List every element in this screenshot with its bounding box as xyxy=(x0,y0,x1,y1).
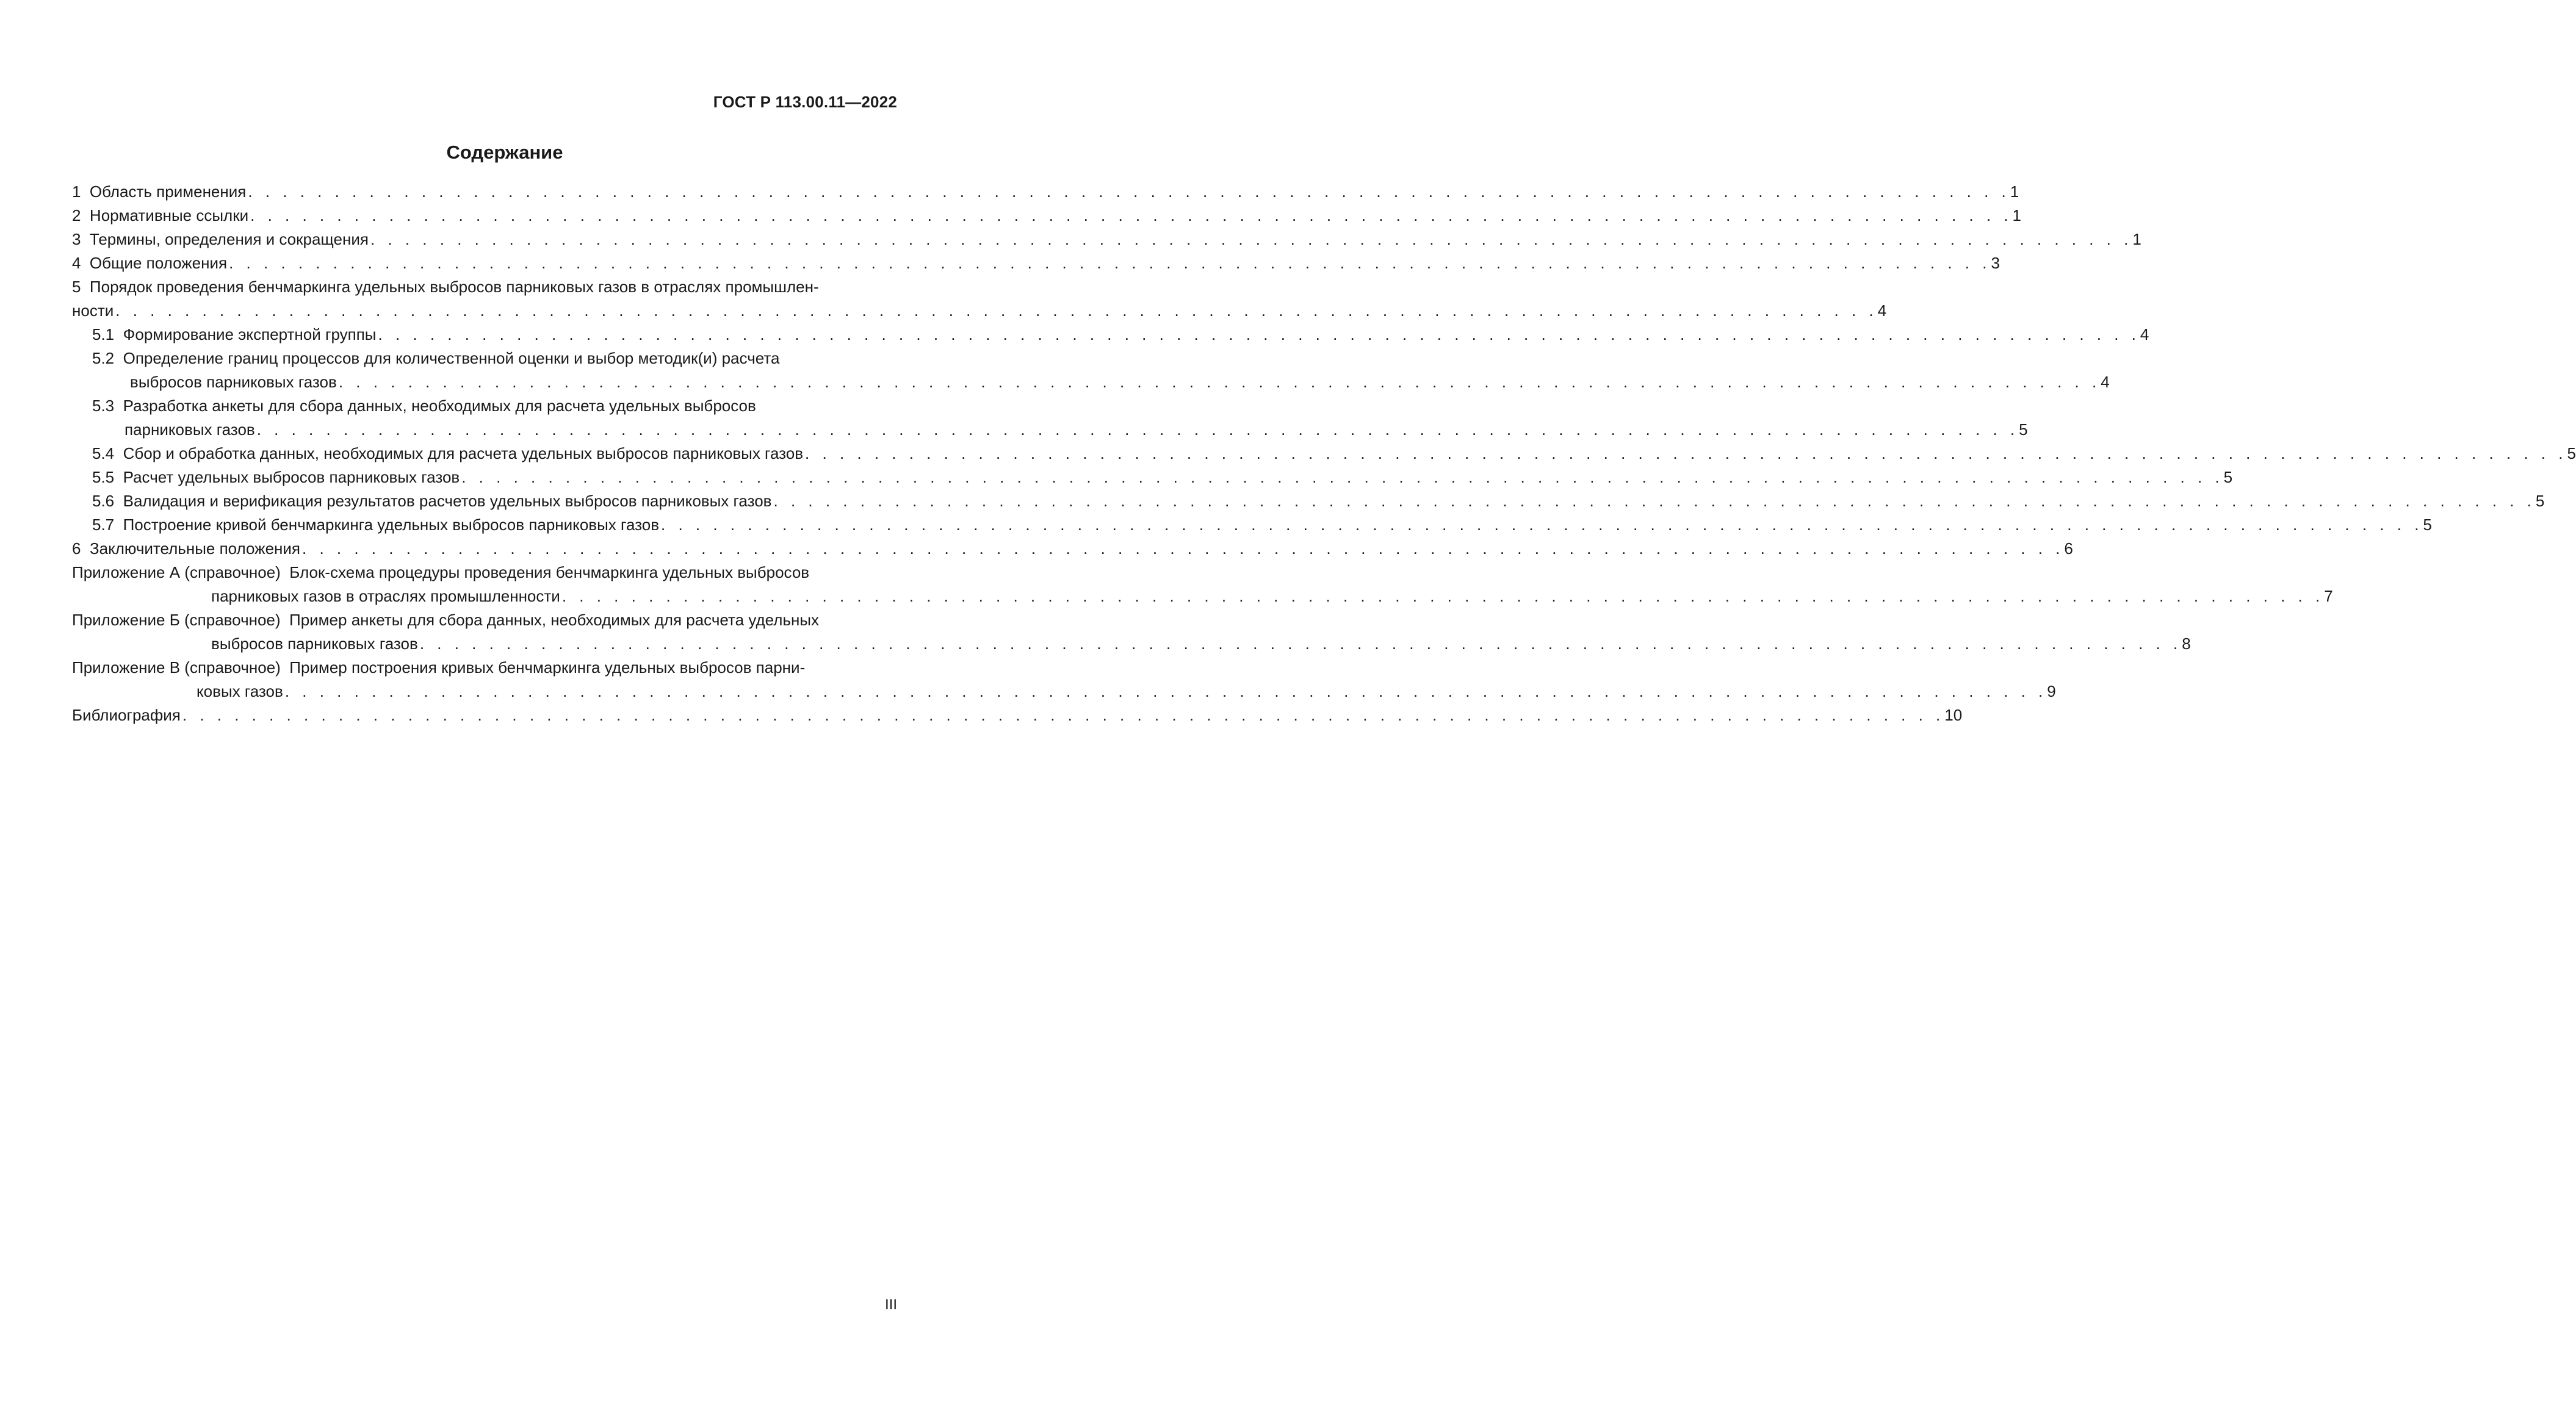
leader-dots: . . . . . . . . . . . . . . . . . . . . . . . . . . . . . . . . . . . . . . . . . . . . . . . . . . . . . . . . . . . . . . . . . . . . . . . . . . . . . . . . . . . . . . . . . . . . . . . . . . . . . . xyxy=(284,682,2047,700)
toc-bibliography[interactable] xyxy=(72,703,1963,727)
toc-entry-number: 5 xyxy=(72,278,81,296)
toc-entry-number: 6 xyxy=(72,539,81,558)
toc-page-number: 5 xyxy=(2019,420,2028,439)
toc-entry-5-4[interactable] xyxy=(92,442,2576,465)
toc-entry-3[interactable] xyxy=(72,228,2141,251)
toc-entry-6[interactable] xyxy=(72,537,2073,561)
toc-entry-title: Заключительные положения xyxy=(89,539,300,558)
toc-entry-5-line1[interactable] xyxy=(72,275,896,299)
toc-entry-5-2-line2[interactable] xyxy=(130,370,2110,394)
leader-dots: . . . . . . . . . . . . . . . . . . . . . . . . . . . . . . . . . . . . . . . . . . . . . . . . . . . . . . . . . . . . . . . . . . . . . . . . . . . . . . . . . . . . . . . . . . . . . . . . . . . . . . xyxy=(370,230,2133,248)
toc-entry-1[interactable] xyxy=(72,180,2019,204)
toc-entry-5-5[interactable] xyxy=(92,465,2233,489)
leader-dots: . . . . . . . . . . . . . . . . . . . . . . . . . . . . . . . . . . . . . . . . . . . . . . . . . . . . . . . . . . . . . . . . . . . . . . . . . . . . . . . . . . . . . . . . . . . . . . . . . . . . . . xyxy=(182,706,1945,724)
toc-entry-title-continued: выбросов парниковых газов xyxy=(130,373,337,391)
toc-entry-number: 5.6 xyxy=(92,492,115,510)
appendix-label: Приложение А (справочное) xyxy=(72,563,281,581)
leader-dots: . . . . . . . . . . . . . . . . . . . . . . . . . . . . . . . . . . . . . . . . . . . . . . . . . . . . . . . . . . . . . . . . . . . . . . . . . . . . . . . . . . . . . . . . . . . . . . . . . . . . . . xyxy=(561,587,2325,605)
toc-entry-title: Пример анкеты для сбора данных, необходимых для расчета удельных xyxy=(289,611,819,629)
toc-appendix-b-line2[interactable] xyxy=(211,632,2191,656)
toc-entry-number: 5.1 xyxy=(92,325,115,343)
toc-entry-title-continued: парниковых газов в отраслях промышленности xyxy=(211,587,560,605)
toc-entry-5-7[interactable] xyxy=(92,513,2432,537)
toc-appendix-a-line1[interactable] xyxy=(72,561,896,584)
toc-page-number: 6 xyxy=(2064,539,2073,558)
toc-entry-number: 4 xyxy=(72,254,81,272)
toc-entry-title: Валидация и верификация результатов расчетов удельных выбросов парниковых газов xyxy=(123,492,772,510)
toc-page-number: 5 xyxy=(2567,444,2576,462)
toc-entry-title: Нормативные ссылки xyxy=(89,206,249,225)
toc-entry-number: 5.4 xyxy=(92,444,115,462)
toc-entry-title: Построение кривой бенчмаркинга удельных выбросов парниковых газов xyxy=(123,516,660,534)
toc-entry-5-3-line2[interactable] xyxy=(124,418,2028,442)
toc-page-number: 5 xyxy=(2423,516,2432,534)
toc-page-number: 7 xyxy=(2324,587,2333,605)
page-title: Содержание xyxy=(446,142,563,163)
toc-page-number: 1 xyxy=(2012,206,2021,225)
toc-entry-title: Расчет удельных выбросов парниковых газов xyxy=(123,468,460,486)
toc-entry-5-6[interactable] xyxy=(92,489,2545,513)
toc-entry-number: 5.5 xyxy=(92,468,115,486)
leader-dots: . . . . . . . . . . . . . . . . . . . . . . . . . . . . . . . . . . . . . . . . . . . . . . . . . . . . . . . . . . . . . . . . . . . . . . . . . . . . . . . . . . . . . . . . . . . . . . . . . . . . . . xyxy=(661,516,2423,534)
toc-entry-title: Общие положения xyxy=(89,254,228,272)
leader-dots: . . . . . . . . . . . . . . . . . . . . . . . . . . . . . . . . . . . . . . . . . . . . . . . . . . . . . . . . . . . . . . . . . . . . . . . . . . . . . . . . . . . . . . . . . . . . . . . . . . . . . . xyxy=(256,420,2019,439)
leader-dots: . . . . . . . . . . . . . . . . . . . . . . . . . . . . . . . . . . . . . . . . . . . . . . . . . . . . . . . . . . . . . . . . . . . . . . . . . . . . . . . . . . . . . . . . . . . . . . . . . . . . . . xyxy=(805,444,2567,462)
leader-dots: . . . . . . . . . . . . . . . . . . . . . . . . . . . . . . . . . . . . . . . . . . . . . . . . . . . . . . . . . . . . . . . . . . . . . . . . . . . . . . . . . . . . . . . . . . . . . . . . . . . . . . xyxy=(115,301,1878,320)
toc-entry-title: Формирование экспертной группы xyxy=(123,325,377,343)
toc-entry-title: Определение границ процессов для количественной оценки и выбор методик(и) расчета xyxy=(123,349,780,367)
leader-dots: . . . . . . . . . . . . . . . . . . . . . . . . . . . . . . . . . . . . . . . . . . . . . . . . . . . . . . . . . . . . . . . . . . . . . . . . . . . . . . . . . . . . . . . . . . . . . . . . . . . . . . xyxy=(773,492,2536,510)
toc-entry-title-continued: ности xyxy=(72,301,114,320)
toc-entry-title-continued: парниковых газов xyxy=(124,420,255,439)
toc-entry-number: 2 xyxy=(72,206,81,225)
leader-dots: . . . . . . . . . . . . . . . . . . . . . . . . . . . . . . . . . . . . . . . . . . . . . . . . . . . . . . . . . . . . . . . . . . . . . . . . . . . . . . . . . . . . . . . . . . . . . . . . . . . . . . xyxy=(378,325,2140,343)
toc-entry-5-2-line1[interactable] xyxy=(92,347,896,370)
toc-entry-5-3-line1[interactable] xyxy=(92,394,896,418)
toc-entry-title: Разработка анкеты для сбора данных, необходимых для расчета удельных выбросов xyxy=(123,397,756,415)
leader-dots: . . . . . . . . . . . . . . . . . . . . . . . . . . . . . . . . . . . . . . . . . . . . . . . . . . . . . . . . . . . . . . . . . . . . . . . . . . . . . . . . . . . . . . . . . . . . . . . . . . . . . . xyxy=(302,539,2065,558)
leader-dots: . . . . . . . . . . . . . . . . . . . . . . . . . . . . . . . . . . . . . . . . . . . . . . . . . . . . . . . . . . . . . . . . . . . . . . . . . . . . . . . . . . . . . . . . . . . . . . . . . . . . . . xyxy=(250,206,2013,225)
toc-appendix-a-line2[interactable] xyxy=(211,584,2333,608)
toc-entry-5-1[interactable] xyxy=(92,323,2149,347)
toc-entry-number: 5.3 xyxy=(92,397,115,415)
toc-entry-number: 5.7 xyxy=(92,516,115,534)
toc-page-number: 5 xyxy=(2223,468,2233,486)
document-number: ГОСТ Р 113.00.11—2022 xyxy=(713,93,897,111)
leader-dots: . . . . . . . . . . . . . . . . . . . . . . . . . . . . . . . . . . . . . . . . . . . . . . . . . . . . . . . . . . . . . . . . . . . . . . . . . . . . . . . . . . . . . . . . . . . . . . . . . . . . . . xyxy=(248,182,2010,201)
appendix-label: Приложение Б (справочное) xyxy=(72,611,281,629)
page-number: III xyxy=(884,1296,897,1313)
toc-entry-title: Область применения xyxy=(89,182,247,201)
toc-entry-title: Блок-схема процедуры проведения бенчмаркинга удельных выбросов xyxy=(289,563,810,581)
toc-entry-4[interactable] xyxy=(72,251,2000,275)
toc-entry-5-line2[interactable] xyxy=(72,299,1887,323)
toc-entry-title-continued: выбросов парниковых газов xyxy=(211,634,418,653)
leader-dots: . . . . . . . . . . . . . . . . . . . . . . . . . . . . . . . . . . . . . . . . . . . . . . . . . . . . . . . . . . . . . . . . . . . . . . . . . . . . . . . . . . . . . . . . . . . . . . . . . . . . . . xyxy=(229,254,1991,272)
toc-page-number: 5 xyxy=(2535,492,2545,510)
toc-entry-title-continued: ковых газов xyxy=(197,682,283,700)
toc-entry-title: Сбор и обработка данных, необходимых для расчета удельных выбросов парниковых газов xyxy=(123,444,804,462)
appendix-label: Приложение В (справочное) xyxy=(72,658,281,677)
toc-entry-number: 1 xyxy=(72,182,81,201)
toc-entry-title: Термины, определения и сокращения xyxy=(89,230,369,248)
leader-dots: . . . . . . . . . . . . . . . . . . . . . . . . . . . . . . . . . . . . . . . . . . . . . . . . . . . . . . . . . . . . . . . . . . . . . . . . . . . . . . . . . . . . . . . . . . . . . . . . . . . . . . xyxy=(338,373,2101,391)
toc-appendix-v-line1[interactable] xyxy=(72,656,896,680)
toc-entry-number: 5.2 xyxy=(92,349,115,367)
toc-page-number: 8 xyxy=(2182,634,2191,653)
toc-page-number: 10 xyxy=(1944,706,1963,724)
toc-page-number: 1 xyxy=(2132,230,2141,248)
toc-page-number: 4 xyxy=(2140,325,2149,343)
toc-page-number: 3 xyxy=(1991,254,2000,272)
toc-page-number: 4 xyxy=(1877,301,1887,320)
toc-entry-title: Пример построения кривых бенчмаркинга удельных выбросов парни- xyxy=(289,658,806,677)
toc-entry-number: 3 xyxy=(72,230,81,248)
toc-appendix-v-line2[interactable] xyxy=(197,680,2056,703)
leader-dots: . . . . . . . . . . . . . . . . . . . . . . . . . . . . . . . . . . . . . . . . . . . . . . . . . . . . . . . . . . . . . . . . . . . . . . . . . . . . . . . . . . . . . . . . . . . . . . . . . . . . . . xyxy=(419,634,2182,653)
toc-page-number: 9 xyxy=(2047,682,2056,700)
toc-page-number: 4 xyxy=(2101,373,2110,391)
toc-appendix-b-line1[interactable] xyxy=(72,608,896,632)
leader-dots: . . . . . . . . . . . . . . . . . . . . . . . . . . . . . . . . . . . . . . . . . . . . . . . . . . . . . . . . . . . . . . . . . . . . . . . . . . . . . . . . . . . . . . . . . . . . . . . . . . . . . . xyxy=(461,468,2224,486)
toc-entry-title: Библиография xyxy=(72,706,181,724)
toc-page-number: 1 xyxy=(2010,182,2019,201)
toc-entry-2[interactable] xyxy=(72,204,2021,228)
toc-entry-title: Порядок проведения бенчмаркинга удельных выбросов парниковых газов в отраслях промышлен- xyxy=(89,278,819,296)
